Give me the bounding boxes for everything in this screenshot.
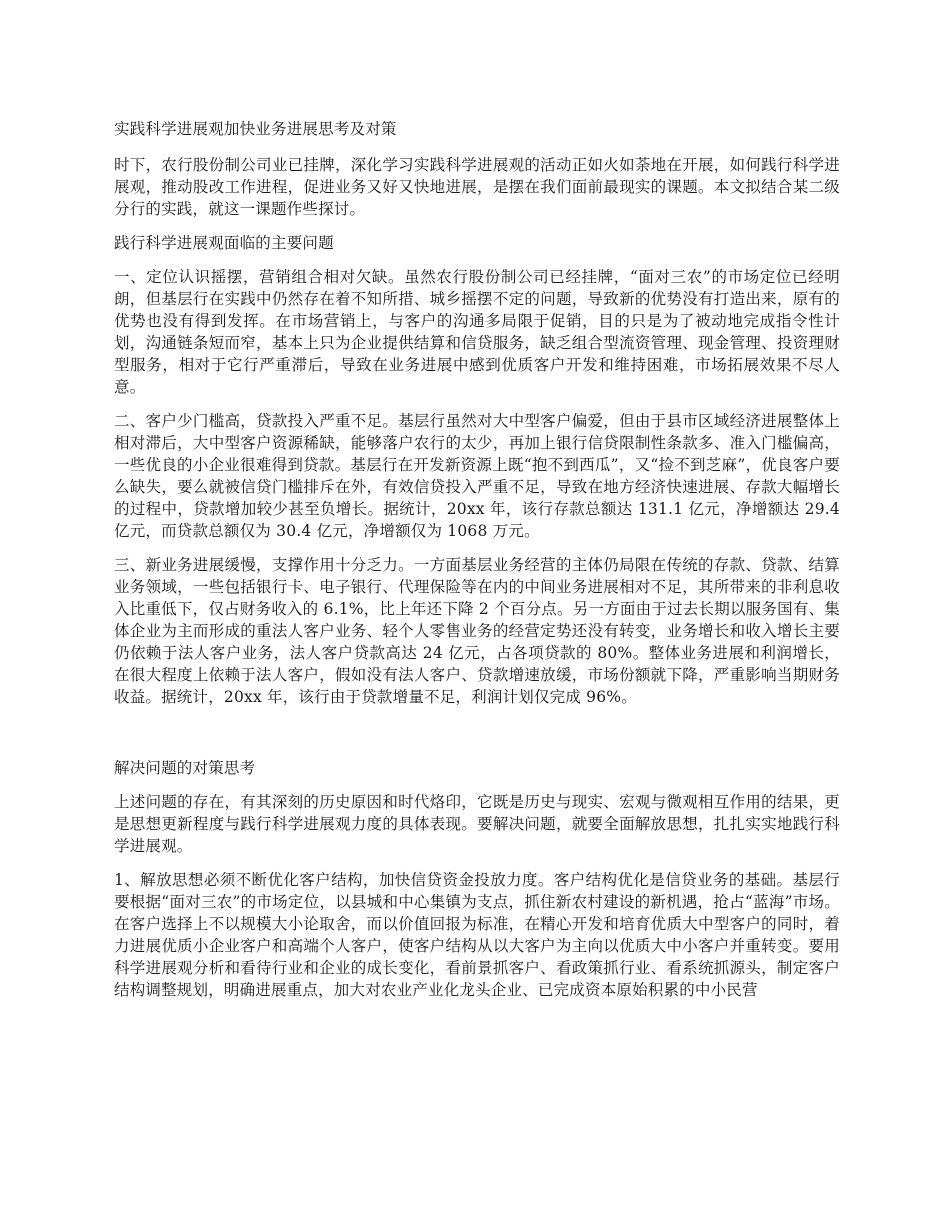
section-spacer xyxy=(114,720,840,757)
document-page xyxy=(114,118,840,1013)
solution-paragraph-1: 上述问题的存在，有其深刻的历史原因和时代烙印，它既是历史与现实、宏观与微观相互作用的结果，更是思想更新程度与践行科学进展观力度的具体表现。要解决问题，就要全面解放思想，扎扎实实地践行科学进展观。 xyxy=(114,793,840,855)
section-heading-problems: 践行科学进展观面临的主要问题 xyxy=(114,234,334,252)
solution-paragraph-2: 1、解放思想必须不断优化客户结构，加快信贷资金投放力度。客户结构优化是信贷业务的基础。基层行要根据“面对三农”的市场定位，以县城和中心集镇为支点，抓住新农村建设的新机遇，抢占“蓝海”市场。在客户选择上不以规模大小论取舍，而以价值回报为标准，在精心开发和培育优质大中型客户的同时，着力进展优质小企业客户和高端个人客户，使客户结构从以大客户为主向以优质大中小客户并重转变。要用科学进展观分析和看待行业和企业的成长变化，看前景抓客户、看政策抓行业、看系统抓源头，制定客户结构调整规划，明确进展重点，加大对农业产业化龙头企业、已完成资本原始积累的中小民营 xyxy=(114,871,840,999)
intro-paragraph: 时下，农行股份制公司业已挂牌，深化学习实践科学进展观的活动正如火如荼地在开展，如何践行科学进展观，推动股改工作进程，促进业务又好又快地进展，是摆在我们面前最现实的课题。本文拟结合某二级分行的实践，就这一课题作些探讨。 xyxy=(114,156,840,218)
section-heading-solutions: 解决问题的对策思考 xyxy=(114,759,256,777)
problem-paragraph-1: 一、定位认识摇摆，营销组合相对欠缺。虽然农行股份制公司已经挂牌，“面对三农”的市场定位已经明朗，但基层行在实践中仍然存在着不知所措、城乡摇摆不定的问题，导致新的优势没有打造出来，原有的优势也没有得到发挥。在市场营销上，与客户的沟通多局限于促销，目的只是为了被动地完成指令性计划，沟通链条短而窄，基本上只为企业提供结算和信贷服务，缺乏组合型流资管理、现金管理、投资理财型服务，相对于它行严重滞后，导致在业务进展中感到优质客户开发和维持困难，市场拓展效果不尽人意。 xyxy=(114,268,840,396)
problem-paragraph-2: 二、客户少门槛高，贷款投入严重不足。基层行虽然对大中型客户偏爱，但由于县市区域经济进展整体上相对滞后，大中型客户资源稀缺，能够落户农行的太少，再加上银行信贷限制性条款多、准入门槛偏高，一些优良的小企业很难得到贷款。基层行在开发新资源上既“抱不到西瓜”，又“捡不到芝麻”，优良客户要么缺失，要么就被信贷门槛排斥在外，有效信贷投入严重不足，导致在地方经济快速进展、存款大幅增长的过程中，贷款增加较少甚至负增长。据统计，20xx 年，该行存款总额达 131.1 亿元，净增额达 29.4 亿元，而贷款总额仅为 30.4 亿元，净增额仅为 1068 万元。 xyxy=(114,412,840,540)
problem-paragraph-3: 三、新业务进展缓慢，支撑作用十分乏力。一方面基层业务经营的主体仍局限在传统的存款、贷款、结算业务领域，一些包括银行卡、电子银行、代理保险等在内的中间业务进展相对不足，其所带来的非利息收入比重低下，仅占财务收入的 6.1%，比上年还下降 2 个百分点。另一方面由于过去长期以服务国有、集体企业为主而形成的重法人客户业务、轻个人零售业务的经营定势还没有转变，业务增长和收入增长主要仍依赖于法人客户业务，法人客户贷款高达 24 亿元，占各项贷款的 80%。整体业务进展和利润增长，在很大程度上依赖于法人客户，假如没有法人客户、贷款增速放缓，市场份额就下降，严重影响当期财务收益。据统计，20xx 年，该行由于贷款增量不足，利润计划仅完成 96%。 xyxy=(114,556,840,706)
document-title: 实践科学进展观加快业务进展思考及对策 xyxy=(114,120,397,138)
